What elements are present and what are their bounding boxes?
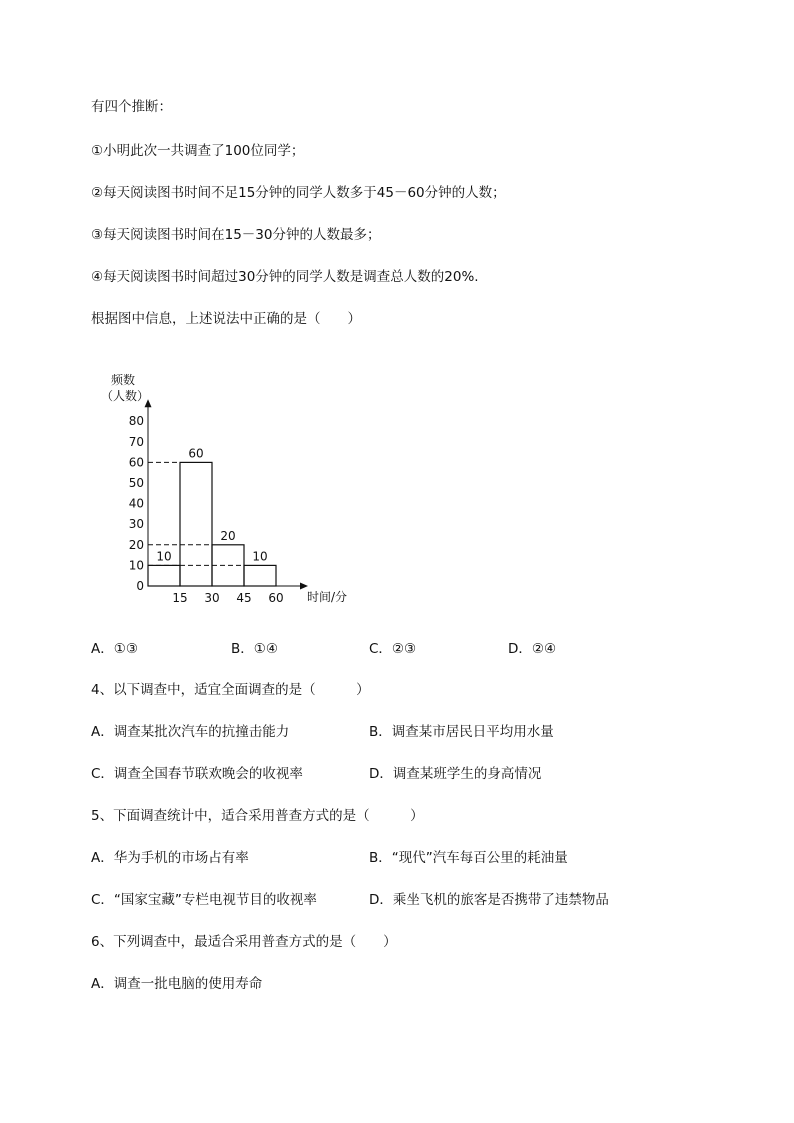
question-prompt: 根据图中信息，上述说法中正确的是（ ） — [91, 311, 361, 327]
q5-option-a[interactable]: A．华为手机的市场占有率 — [91, 850, 249, 866]
histogram-bar — [244, 565, 276, 586]
y-tick-label: 0 — [136, 579, 144, 593]
chart-ticks — [129, 414, 284, 605]
q4-option-d[interactable]: D．调查某班学生的身高情况 — [369, 766, 542, 782]
y-tick-label: 70 — [128, 434, 144, 449]
y-tick-label: 10 — [128, 558, 144, 573]
y-tick-label: 20 — [128, 537, 144, 552]
q5-stem: 5、下面调查统计中，适合采用普查方式的是（ ） — [91, 808, 424, 824]
y-tick-label: 40 — [128, 496, 144, 511]
q4-stem: 4、以下调查中，适宜全面调查的是（ ） — [91, 682, 370, 698]
q6-option-a[interactable]: A．调查一批电脑的使用寿命 — [91, 976, 263, 992]
x-axis-arrow — [300, 583, 308, 590]
bar-value-label: 10 — [252, 549, 268, 564]
x-axis-label: 时间/分 — [307, 590, 348, 604]
y-tick-label: 30 — [128, 517, 144, 532]
y-tick-label: 50 — [128, 476, 144, 490]
bar-value-label: 60 — [188, 446, 204, 461]
y-axis-label-line2: （人数） — [101, 389, 150, 403]
chart-bars — [148, 446, 276, 586]
x-tick-label: 60 — [268, 591, 284, 605]
histogram-bar — [180, 462, 212, 586]
inference-4: ④每天阅读图书时间超过30分钟的同学人数是调查总人数的20%. — [91, 269, 479, 285]
q4-option-a[interactable]: A．调查某批次汽车的抗撞击能力 — [91, 724, 290, 740]
q4-option-c[interactable]: C．调查全国春节联欢晚会的收视率 — [91, 766, 303, 782]
q5-option-c[interactable]: C．“国家宝藏”专栏电视节目的收视率 — [91, 892, 317, 908]
x-tick-label: 15 — [172, 591, 188, 605]
y-tick-label: 80 — [128, 414, 144, 429]
inference-1: ①小明此次一共调查了100位同学； — [91, 143, 305, 159]
bar-value-label: 10 — [156, 549, 172, 564]
q3-option-b[interactable]: B．①④ — [231, 641, 278, 657]
q5-option-b[interactable]: B．“现代”汽车每百公里的耗油量 — [369, 850, 568, 866]
inference-3: ③每天阅读图书时间在15－30分钟的人数最多； — [91, 227, 381, 243]
y-axis-label-line1: 频数 — [111, 373, 136, 387]
histogram-bar — [148, 565, 180, 586]
q5-option-d[interactable]: D．乘坐飞机的旅客是否携带了违禁物品 — [369, 892, 609, 908]
bar-value-label: 20 — [220, 528, 236, 543]
intro-heading: 有四个推断： — [91, 99, 172, 115]
x-tick-label: 45 — [236, 591, 252, 605]
q3-option-d[interactable]: D．②④ — [508, 641, 557, 657]
histogram-chart — [95, 365, 365, 610]
q6-stem: 6、下列调查中，最适合采用普查方式的是（ ） — [91, 934, 397, 950]
x-tick-label: 30 — [204, 591, 220, 605]
inference-2: ②每天阅读图书时间不足15分钟的同学人数多于45－60分钟的人数； — [91, 185, 506, 201]
q3-option-c[interactable]: C．②③ — [369, 641, 417, 657]
y-tick-label: 60 — [128, 455, 144, 470]
q4-option-b[interactable]: B．调查某市居民日平均用水量 — [369, 724, 554, 740]
q3-option-a[interactable]: A．①③ — [91, 641, 138, 657]
